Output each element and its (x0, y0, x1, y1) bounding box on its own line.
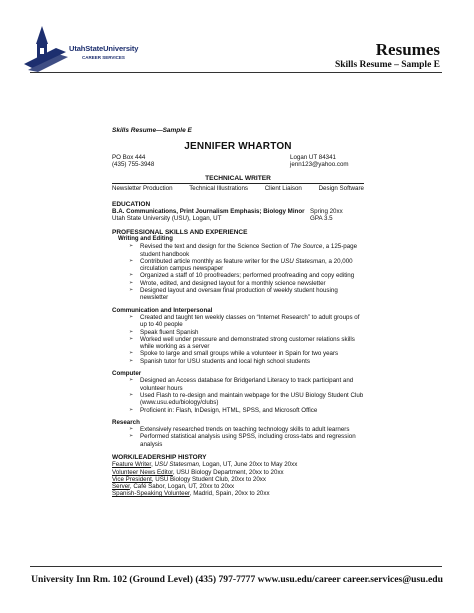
work-entry: Vice President, USU Biology Student Club, 20xx to 20xx (112, 475, 266, 483)
list-item: ➢ Worked well under pressure and demonstrated strong customer relations skills while working as a server (112, 336, 364, 351)
list-item: ➢ Organized a staff of 10 proofreaders; performed proofreading and copy editing (112, 272, 364, 279)
list-item: ➢ Created and taught ten weekly classes on “Internet Research” to adult groups of up to 40 people (112, 314, 364, 329)
professional-skills-heading: PROFESSIONAL SKILLS AND EXPERIENCE (112, 228, 248, 236)
role-divider (112, 183, 364, 184)
list-item: ➢ Speak fluent Spanish (112, 329, 364, 336)
usu-career-services-logo (22, 24, 152, 74)
contact-row-2 (112, 161, 364, 168)
footer-contact-line: University Inn Rm. 102 (Ground Level) (435) 797-7777 www.usu.edu/career career.services@usu.edu (31, 574, 443, 585)
list-item: ➢ Contributed article monthly as feature writer for the USU Statesman, a 20,000 circulation campus newspaper (112, 258, 364, 273)
list-item: ➢ Designed an Access database for Bridgerland Literacy to track participant and volunteer hours (112, 377, 364, 392)
address-line: PO Box 444 (112, 153, 146, 161)
work-entry: Server, Café Sabor, Logan, UT, 20xx to 20xx (112, 483, 235, 491)
list-item: ➢ Extensively researched trends on teaching technology skills to adult learners (112, 426, 364, 433)
key-skill: Design Software (318, 185, 364, 193)
list-item: ➢ Spoke to large and small groups while a volunteer in Spain for two years (112, 350, 364, 357)
page-subtitle: Skills Resume – Sample E (334, 60, 440, 70)
writing-editing-heading: Writing and Editing (118, 235, 173, 242)
target-role: TECHNICAL WRITER (205, 175, 271, 183)
degree: B.A. Communications, Print Journalism Emphasis; Biology Minor (112, 208, 305, 216)
school: Utah State University (USU), Logan, UT (112, 215, 222, 223)
communication-list (112, 314, 364, 365)
key-skill: Newsletter Production (112, 185, 173, 193)
work-history-list (112, 461, 364, 497)
work-entry: Spanish-Speaking Volunteer, Madrid, Spain, 20xx to 20xx (112, 490, 270, 498)
computer-heading: Computer (112, 370, 142, 378)
candidate-name: JENNIFER WHARTON (184, 141, 292, 153)
resume-sample-title: Skills Resume—Sample E (112, 127, 192, 134)
list-item: ➢ Wrote, edited, and designed layout for a monthly science newsletter (112, 280, 364, 287)
list-item: ➢ Used Flash to re-design and maintain webpage for the USU Biology Student Club (www.usu.edu/biology/clubs) (112, 392, 364, 407)
city-line: Logan UT 84341 (290, 153, 336, 161)
logo-wordmark: UtahStateUniversity (69, 44, 139, 53)
list-item: ➢ Performed statistical analysis using SPSS, including cross-tabs and regression analysis (112, 433, 364, 448)
key-skills-row (112, 185, 364, 192)
page-title: Resumes (375, 40, 440, 59)
computer-list (112, 377, 364, 413)
work-history-heading: WORK/LEADERSHIP HISTORY (112, 453, 207, 461)
gpa: GPA 3.5 (310, 215, 333, 223)
contact-row-1 (112, 154, 364, 161)
old-main-tower-icon (22, 24, 70, 74)
writing-editing-list (112, 243, 364, 301)
key-skill: Technical Illustrations (189, 185, 249, 193)
resume-document (112, 127, 364, 498)
research-list (112, 426, 364, 448)
key-skill: Client Liaison (264, 185, 302, 193)
footer-divider (30, 566, 442, 567)
phone-number: (435) 755-3948 (112, 160, 155, 168)
education-row-2 (112, 215, 364, 222)
list-item: ➢ Proficient in: Flash, InDesign, HTML, SPSS, and Microsoft Office (112, 407, 364, 414)
graduation-date: Spring 20xx (310, 208, 343, 216)
communication-heading: Communication and Interpersonal (112, 306, 213, 314)
logo-subtitle: CAREER SERVICES (82, 55, 125, 60)
education-heading: EDUCATION (112, 200, 151, 208)
email-address: jenn123@yahoo.com (290, 160, 349, 168)
work-entry: Feature Writer, USU Statesman, Logan, UT, June 20xx to May 20xx (112, 461, 298, 469)
list-item: ➢ Designed layout and oversaw final production of weekly student housing newsletter (112, 287, 364, 302)
research-heading: Research (112, 418, 140, 426)
list-item: ➢ Revised the text and design for the Science Section of The Source, a 125-page student handbook (112, 243, 364, 258)
header-divider (30, 72, 442, 73)
education-row-1 (112, 208, 364, 215)
list-item: ➢ Spanish tutor for USU students and local high school students (112, 358, 364, 365)
work-entry: Volunteer News Editor, USU Biology Department, 20xx to 20xx (112, 468, 284, 476)
